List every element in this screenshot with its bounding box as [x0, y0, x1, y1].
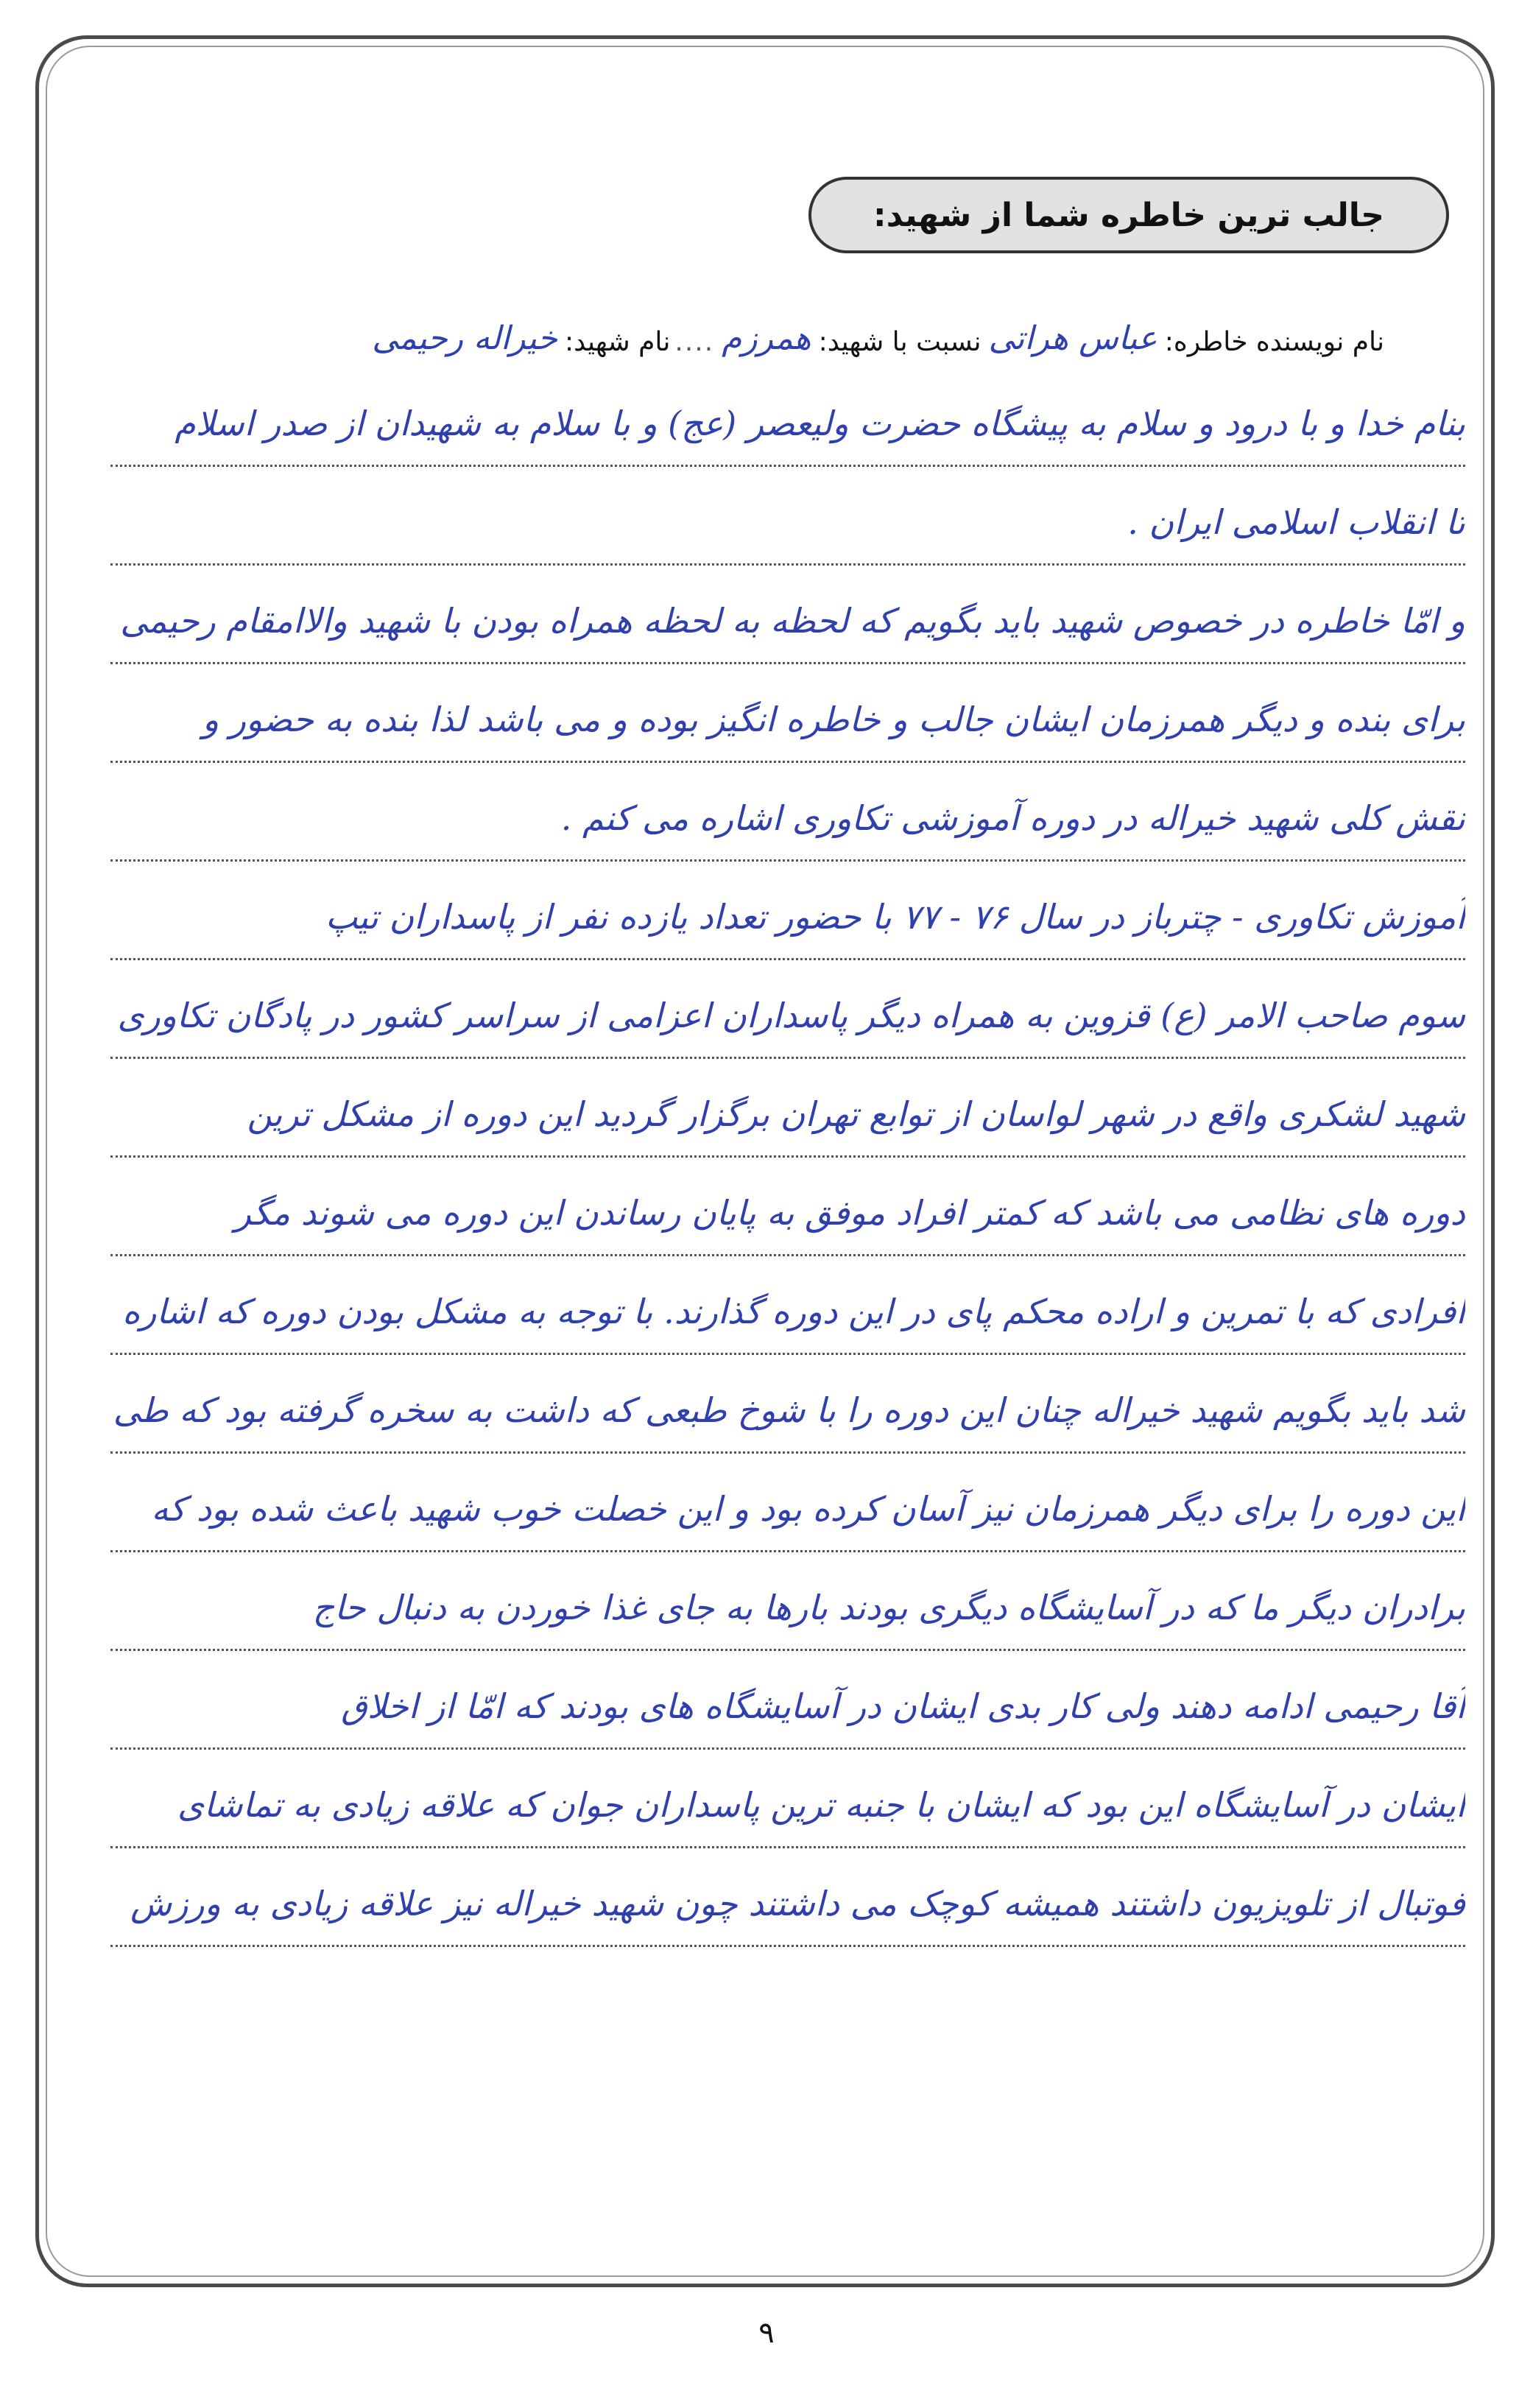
relation-label: نسبت با شهید:	[818, 327, 982, 357]
memoir-line: آقا رحیمی ادامه دهند ولی کار بدی ایشان در آسایشگاه های بودند که امّا از اخلاق	[110, 1651, 1465, 1750]
memoir-line: و امّا خاطره در خصوص شهید باید بگویم که لحظه به لحظه همراه بودن با شهید والاامقام رحیمی	[110, 566, 1465, 664]
section-heading-text: جالب ترین خاطره شما از شهید:	[873, 196, 1384, 234]
info-dots: ....	[674, 327, 715, 357]
relation-value: همرزم	[722, 320, 811, 357]
memoir-line: شد باید بگویم شهید خیراله چنان این دوره را با شوخ طبعی که داشت به سخره گرفته بود که طی	[110, 1355, 1465, 1454]
memoir-line: تا انقلاب اسلامی ایران .	[110, 467, 1465, 566]
memoir-line: شهید لشکری واقع در شهر لواسان از توابع تهران برگزار گردید این دوره از مشکل ترین	[110, 1059, 1465, 1158]
memoir-info-line	[147, 291, 1384, 357]
memoir-line: نقش کلی شهید خیراله در دوره آموزشی تکاوری اشاره می کنم .	[110, 763, 1465, 862]
page-number: ۹	[758, 2316, 775, 2350]
section-heading	[808, 177, 1449, 253]
memoir-line: افرادی که با تمرین و اراده محکم پای در این دوره گذارند. با توجه به مشکل بودن دوره که اشاره	[110, 1256, 1465, 1355]
memoir-line: سوم صاحب الامر (ع) قزوین به همراه دیگر پاسداران اعزامی از سراسر کشور در پادگان تکاوری	[110, 960, 1465, 1059]
memoir-line: برای بنده و دیگر همرزمان ایشان جالب و خاطره انگیز بوده و می باشد لذا بنده به حضور و	[110, 664, 1465, 763]
memoir-line: فوتبال از تلویزیون داشتند همیشه کوچک می داشتند چون شهید خیراله نیز علاقه زیادی به ورزش	[110, 1848, 1465, 1947]
memoir-line: دوره های نظامی می باشد که کمتر افراد موفق به پایان رساندن این دوره می شوند مگر	[110, 1158, 1465, 1256]
memoir-line: آموزش تکاوری - چترباز در سال ۷۶ - ۷۷ با حضور تعداد یازده نفر از پاسداران تیپ	[110, 862, 1465, 960]
martyr-value: خیراله رحیمی	[372, 320, 558, 357]
memoir-line: برادران دیگر ما که در آسایشگاه دیگری بودند بارها به جای غذا خوردن به دنبال حاج	[110, 1552, 1465, 1651]
author-value: عباس هراتی	[988, 320, 1157, 357]
memoir-line: ایشان در آسایشگاه این بود که ایشان با جنبه ترین پاسداران جوان که علاقه زیادی به تماشای	[110, 1750, 1465, 1848]
memoir-line: بنام خدا و با درود و سلام به پیشگاه حضرت ولیعصر (عج) و با سلام به شهیدان از صدر اسلام	[110, 368, 1465, 467]
martyr-label: نام شهید:	[565, 327, 671, 357]
memoir-line: این دوره را برای دیگر همرزمان نیز آسان کرده بود و این خصلت خوب شهید باعث شده بود که	[110, 1454, 1465, 1552]
author-label: نام نویسنده خاطره:	[1164, 327, 1384, 357]
